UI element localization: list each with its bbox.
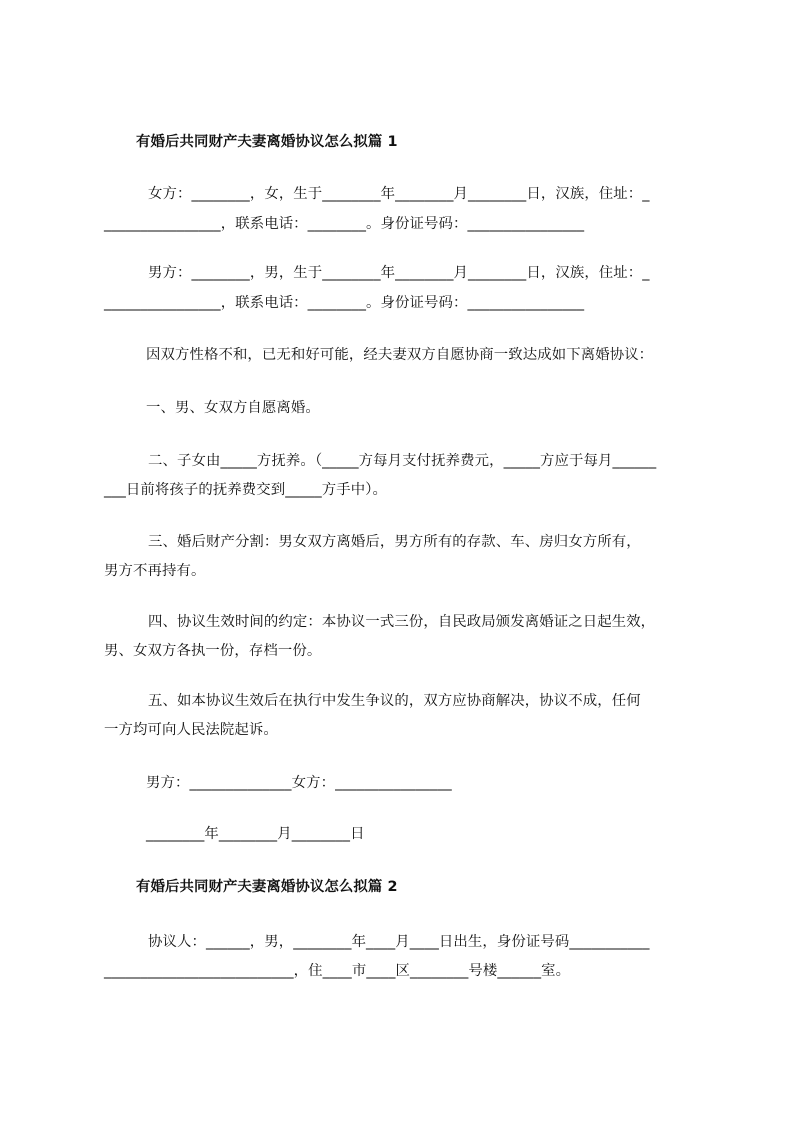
clause-4-line-1: 四、协议生效时间的约定：本协议一式三份，自民政局颁发离婚证之日起生效， — [148, 614, 656, 630]
date-line: ________年________月________日 — [146, 826, 365, 842]
clause-1: 一、男、女双方自愿离婚。 — [146, 400, 320, 416]
clause-2-line-1: 二、子女由_____方抚养。（_____方每月支付抚养费元，_____方应于每月______ — [148, 453, 657, 469]
male-info-line-2: ________________，联系电话：________。身份证号码：________________ — [104, 295, 585, 311]
clause-3-line-1: 三、婚后财产分割：男女双方离婚后，男方所有的存款、车、房归女方所有， — [148, 534, 641, 550]
signature-line: 男方：______________女方：________________ — [146, 775, 452, 791]
party-line-1: 协议人：______，男，________年____月____日出生，身份证号码___________ — [148, 934, 650, 950]
party-line-2: __________________________，住____市____区________号楼______室。 — [104, 963, 571, 979]
clause-2-line-2: ___日前将孩子的抚养费交到_____方手中）。 — [104, 482, 388, 498]
female-info-line-2: ________________，联系电话：________。身份证号码：________________ — [104, 216, 585, 232]
clause-5-line-1: 五、如本协议生效后在执行中发生争议的，双方应协商解决，协议不成，任何 — [148, 693, 641, 709]
intro-paragraph: 因双方性格不和，已无和好可能，经夫妻双方自愿协商一致达成如下离婚协议： — [146, 347, 654, 363]
male-info-line-1: 男方：________，男，生于________年________月________日，汉族，住址：_ — [148, 265, 650, 281]
section-2-title: 有婚后共同财产夫妻离婚协议怎么拟篇 2 — [136, 879, 398, 895]
clause-3-line-2: 男方不再持有。 — [104, 563, 206, 579]
clause-5-line-2: 一方均可向人民法院起诉。 — [104, 722, 278, 738]
section-1-title: 有婚后共同财产夫妻离婚协议怎么拟篇 1 — [136, 134, 398, 150]
female-info-line-1: 女方：________，女，生于________年________月________日，汉族，住址：_ — [148, 186, 650, 202]
clause-4-line-2: 男、女双方各执一份，存档一份。 — [104, 643, 322, 659]
